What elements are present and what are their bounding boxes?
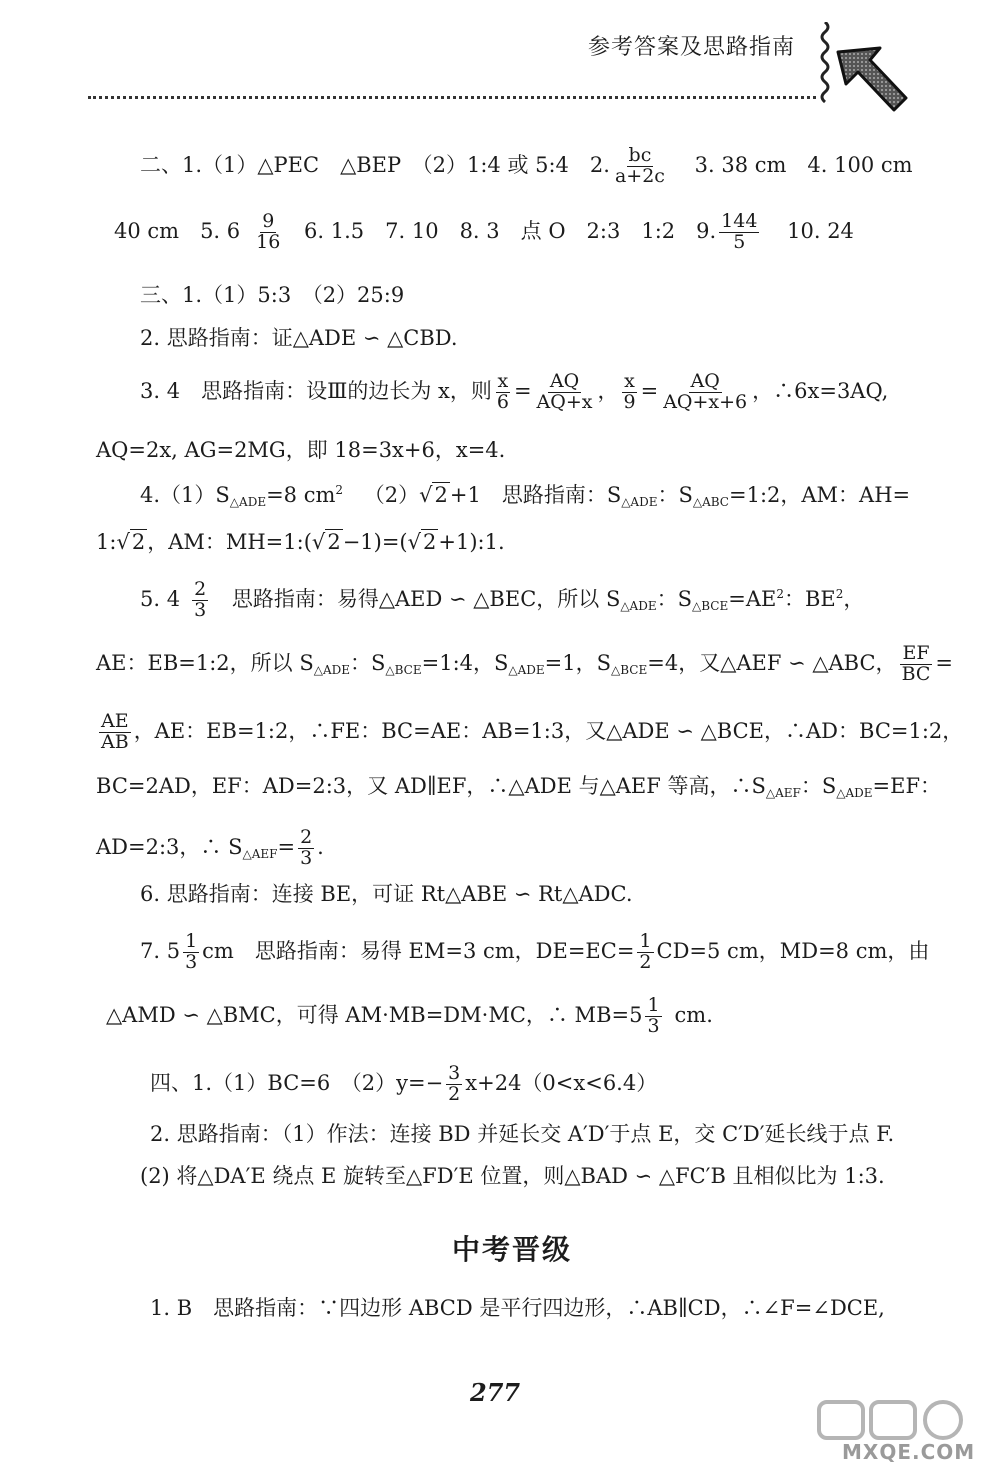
section-title: 中考晋级	[452, 1233, 573, 1266]
answer-line: AD=2:3，∴ $S_{\triangle AEF}=$ $\frac{2}{3}$ .	[96, 826, 324, 869]
answer-line: 6. 思路指南：连接 BE，可证 Rt△ABE ∽ Rt△ADC.	[140, 882, 633, 906]
answer-line: 四、1.（1）BC=6 （2）y=− $\frac{3}{2}$ x+24（0<x<6.4）	[150, 1062, 658, 1105]
fraction: $\frac{2}{3}$	[194, 578, 207, 621]
fraction: $\frac{AE}{AB}$	[101, 710, 129, 753]
fraction: $\frac{2}{3}$	[300, 826, 313, 869]
header-title: 参考答案及思路指南	[588, 35, 796, 60]
header-divider	[88, 96, 816, 99]
answer-line: $\frac{AE}{AB}$ ，AE：EB=1:2，∴FE：BC=AE：AB=1:3，又△ADE ∽ △BCE，∴AD：BC=1:2，	[101, 710, 964, 753]
fraction: $\frac{AQ}{AQ+x+6}$	[663, 370, 748, 413]
fraction: $\frac{1}{3}$	[647, 994, 660, 1037]
fraction: $\frac{EF}{BC}$	[901, 642, 931, 685]
answer-line: △AMD ∽ △BMC，可得 AM·MB=DM·MC，∴ MB=5 $\frac{1}{3}$ cm.	[106, 994, 713, 1037]
fraction: $\frac{9}{16}$	[256, 210, 281, 253]
answer-line: 2. 思路指南：（1）作法：连接 BD 并延长交 A′D′于点 E，交 C′D′延长线于点 F.	[150, 1122, 895, 1146]
answer-line: 40 cm 5. 6 $\frac{9}{16}$ 6. 1.5 7. 10 8. 3 点 O 2:3 1:2 9. $\frac{144}{5}$ 10. 24	[114, 210, 854, 253]
answer-line: 三、1.（1）5:3 （2）25:9	[140, 283, 405, 307]
fraction: $\frac{3}{2}$	[448, 1062, 461, 1105]
answer-line: AQ=2x, AG=2MG，即 18=3x+6，x=4.	[96, 438, 506, 462]
fraction: $\frac{1}{2}$	[639, 930, 652, 973]
answer-line: 5. 4 $\frac{2}{3}$ 思路指南：易得△AED ∽ △BEC，所以 $S_{\triangle ADE}$：$S_{\triangle BCE}=AE^2$：$BE^2$，	[140, 578, 865, 621]
fraction: $\frac{x}{9}$	[623, 370, 636, 413]
answer-line: (2) 将△DA′E 绕点 E 旋转至△FD′E 位置，则△BAD ∽ △FC′B 且相似比为 1:3.	[140, 1164, 885, 1188]
arrow-logo-icon	[832, 44, 912, 116]
answer-line: 1:√2，AM：MH=1:(√2−1)=(√2+1):1.	[96, 530, 505, 554]
answer-line: BC=2AD，EF：AD=2:3，又 AD∥EF，∴△ADE 与△AEF 等高，$\therefore S_{\triangle AEF}$：$S_{\triangle ADE}=EF$：	[96, 774, 942, 800]
fraction: $\frac{AQ}{AQ+x}$	[536, 370, 593, 413]
wavy-divider-icon	[818, 22, 832, 108]
fraction: $\frac{1}{3}$	[185, 930, 198, 973]
fraction: $\frac{x}{6}$	[496, 370, 509, 413]
answer-line: 1. B 思路指南：∵四边形 ABCD 是平行四边形，∴AB∥CD，∴∠F=∠DCE,	[150, 1296, 885, 1320]
page-number: 277	[470, 1378, 521, 1407]
answer-line: 7. 5 $\frac{1}{3}$ cm 思路指南：易得 EM=3 cm，DE=EC= $\frac{1}{2}$ CD=5 cm，MD=8 cm，由	[140, 930, 930, 973]
fraction: $\frac{144}{5}$	[721, 210, 758, 253]
fraction: $\frac{bc}{a+2c}$	[614, 144, 665, 187]
answer-line: 3. 4 思路指南：设Ⅲ的边长为 x，则 $\frac{x}{6}$ = $\frac{AQ}{AQ+x}$ ， $\frac{x}{9}$ = $\frac{AQ}{AQ+x+6}$ ，∴6x=3AQ,	[140, 370, 889, 413]
answer-line: 2. 思路指南：证△ADE ∽ △CBD.	[140, 326, 458, 350]
answer-line: AE：EB=1:2，所以 $S_{\triangle ADE}$：$S_{\triangle BCE}=1:4$，$S_{\triangle ADE}=1$，$S_{\triangle BCE}=4$，又△AEF ∽ △ABC， $\frac{EF}{BC}$ =	[96, 642, 954, 685]
answer-line: $4.(1)S_{\triangle ADE}=8$ $cm^2$ （2）√2+1 思路指南：$S_{\triangle ADE}$：$S_{\triangle ABC}=1:2$，AM：AH=	[140, 483, 911, 509]
answer-line: 二、1.（1）△PEC △BEP （2）1:4 或 5:4 2. $\frac{bc}{a+2c}$ 3. 38 cm 4. 100 cm	[140, 144, 913, 187]
watermark-text: MXQE.COM	[842, 1440, 976, 1464]
